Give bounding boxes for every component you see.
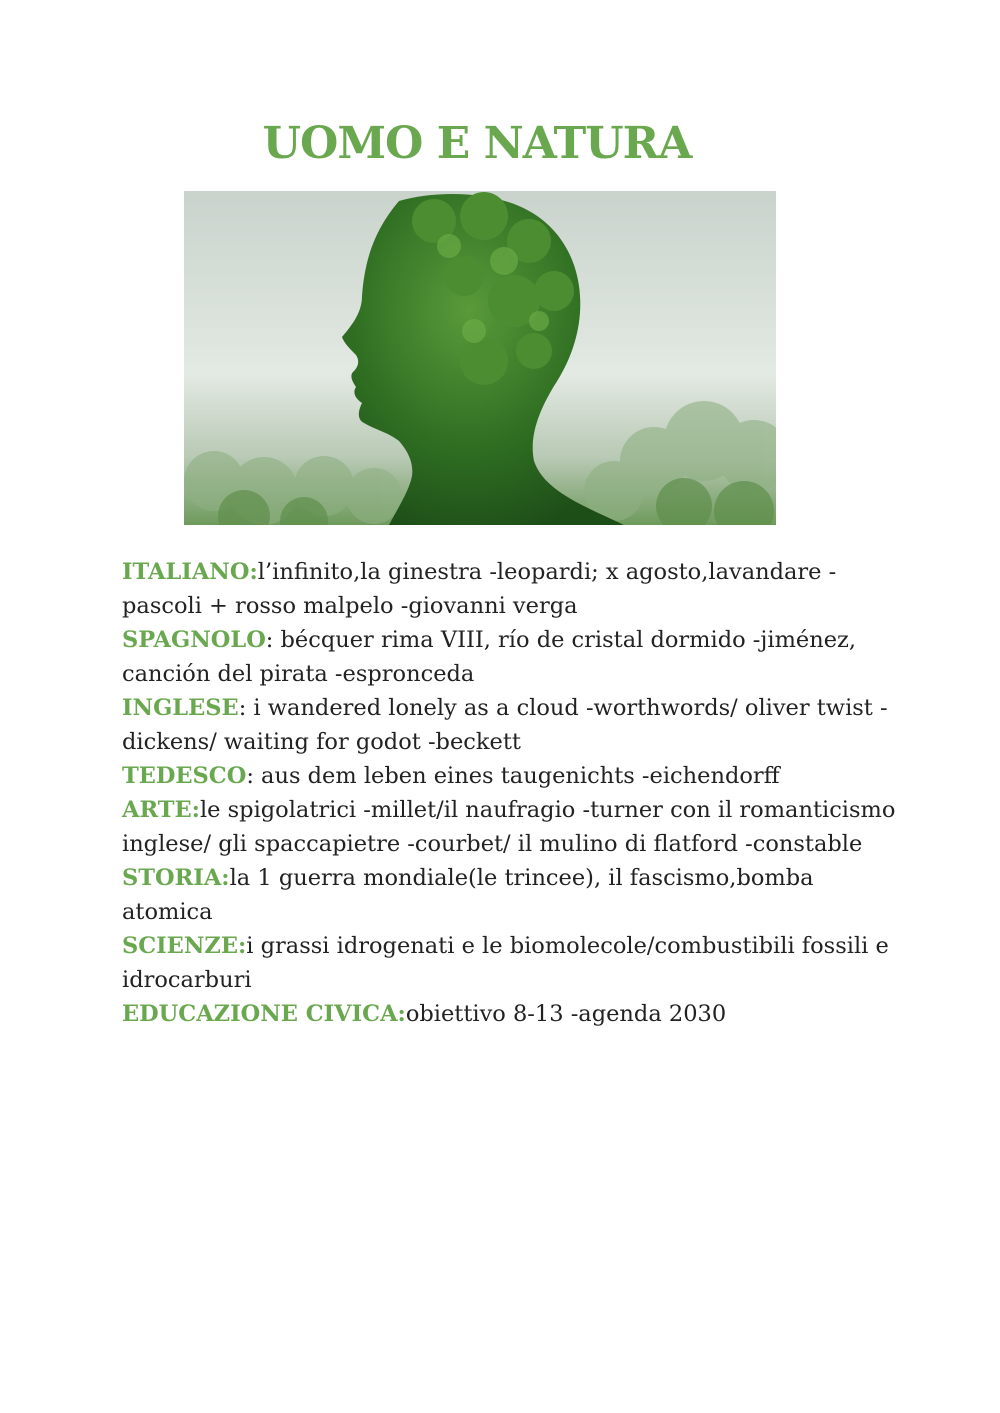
subject-text: i grassi idrogenati e le biomolecole/combustibili fossili e idrocarburi (122, 933, 889, 993)
subject-text: i wandered lonely as a cloud -worthwords/ oliver twist -dickens/ waiting for godot -beckett (122, 695, 888, 755)
list-item: ARTE:le spigolatrici -millet/il naufragio -turner con il romanticismo inglese/ gli spaccapietre -courbet/ il mulino di flatford -constable (122, 797, 896, 857)
subject-text: aus dem leben eines taugenichts -eichendorff (261, 763, 780, 789)
list-item: SCIENZE:i grassi idrogenati e le biomolecole/combustibili fossili e idrocarburi (122, 933, 889, 993)
subject-label: ARTE (122, 797, 192, 823)
subject-list (122, 555, 902, 1031)
subject-label: TEDESCO (122, 763, 247, 789)
subject-label: SPAGNOLO (122, 627, 266, 653)
list-item: STORIA:la 1 guerra mondiale(le trincee), il fascismo,bomba atomica (122, 865, 814, 925)
page-title: UOMO E NATURA (262, 118, 692, 169)
list-item: EDUCAZIONE CIVICA:obiettivo 8-13 -agenda 2030 (122, 1001, 727, 1027)
hero-image (184, 191, 776, 525)
subject-label: INGLESE (122, 695, 239, 721)
subject-text: l’infinito,la ginestra -leopardi; x agosto,lavandare -pascoli + rosso malpelo -giovanni verga (122, 559, 837, 619)
subject-text: obiettivo 8-13 -agenda 2030 (405, 1001, 727, 1027)
list-item: INGLESE: i wandered lonely as a cloud -worthwords/ oliver twist -dickens/ waiting for godot -beckett (122, 695, 888, 755)
subject-text: la 1 guerra mondiale(le trincee), il fascismo,bomba atomica (122, 865, 814, 925)
subject-label: ITALIANO (122, 559, 250, 585)
list-item: SPAGNOLO: bécquer rima VIII, río de cristal dormido -jiménez, canción del pirata -espronceda (122, 627, 857, 687)
subject-text: le spigolatrici -millet/il naufragio -turner con il romanticismo inglese/ gli spaccapietre -courbet/ il mulino di flatford -constable (122, 797, 896, 857)
list-item: ITALIANO:l’infinito,la ginestra -leopardi; x agosto,lavandare -pascoli + rosso malpelo -giovanni verga (122, 559, 837, 619)
subject-label: EDUCAZIONE CIVICA (122, 1001, 398, 1027)
subject-label: STORIA (122, 865, 222, 891)
man-silhouette-forest-icon (184, 191, 776, 525)
subject-label: SCIENZE (122, 933, 238, 959)
list-item: TEDESCO: aus dem leben eines taugenichts -eichendorff (122, 763, 780, 789)
subject-text: bécquer rima VIII, río de cristal dormido -jiménez, canción del pirata -espronceda (122, 627, 857, 687)
